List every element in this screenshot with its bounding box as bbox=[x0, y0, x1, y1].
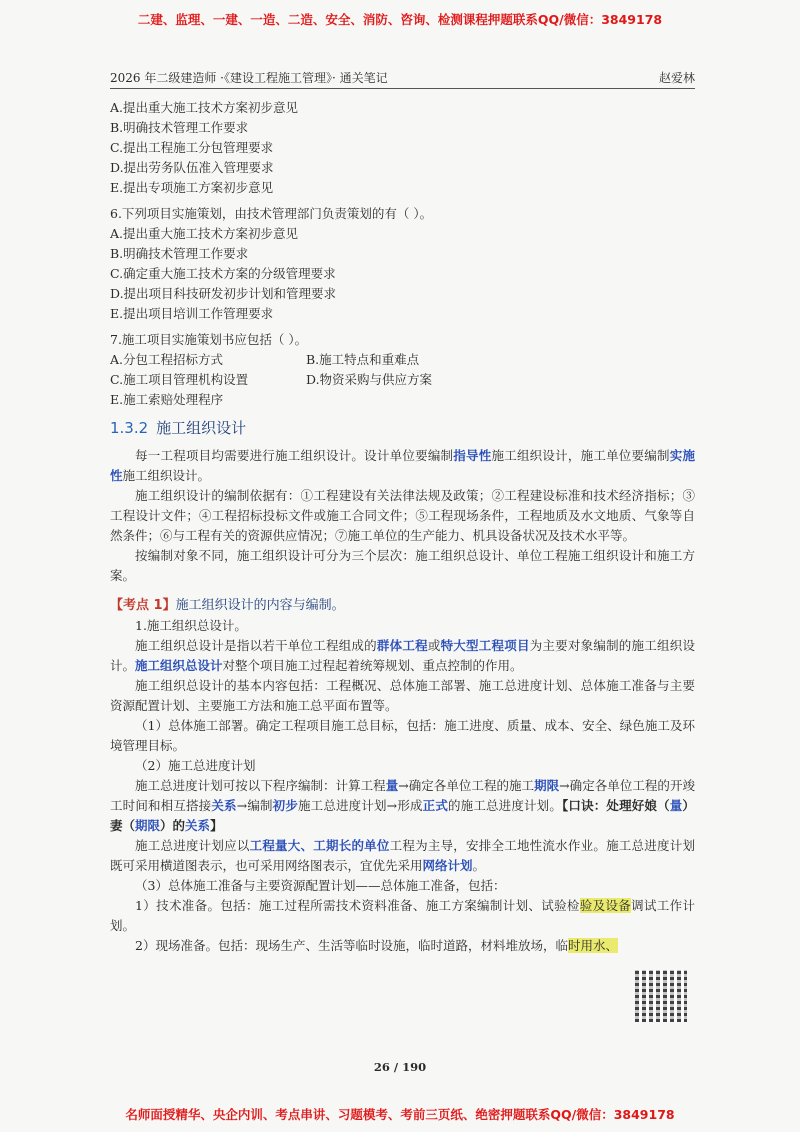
q6-option-c: C.确定重大施工技术方案的分级管理要求 bbox=[110, 266, 336, 281]
highlight-main-units: 工程量大、工期长的单位 bbox=[249, 838, 390, 853]
q6-option-a: A.提出重大施工技术方案初步意见 bbox=[110, 226, 299, 241]
highlight-group-project: 群体工程 bbox=[376, 638, 428, 653]
q6-option-b: B.明确技术管理工作要求 bbox=[110, 246, 249, 261]
highlight-network-plan: 网络计划 bbox=[422, 858, 473, 873]
paragraph-schedule-form: 施工总进度计划应以工程量大、工期长的单位工程为主导，安排全工地性流水作业。施工总进度计划既可采用横道图表示，也可采用网络图表示，宜优先采用网络计划。 bbox=[110, 838, 695, 873]
q6-stem: 6.下列项目实施策划，由技术管理部门负责策划的有（ ）。 bbox=[110, 206, 433, 221]
paragraph-contents: 施工组织总设计的基本内容包括：工程概况、总体施工部署、施工总进度计划、总体施工准备与主要资源配置计划、主要施工方法和施工总平面布置等。 bbox=[110, 678, 695, 713]
header-author: 赵爱林 bbox=[658, 71, 695, 85]
paragraph-levels: 按编制对象不同，施工组织设计可分为三个层次：施工组织总设计、单位工程施工组织设计和施工方案。 bbox=[110, 548, 695, 583]
q7-option-d: D.物资采购与供应方案 bbox=[306, 372, 433, 387]
highlight-duration: 期限 bbox=[534, 778, 560, 793]
highlight-guiding: 指导性 bbox=[453, 448, 492, 463]
highlight-large-project: 特大型工程项目 bbox=[440, 638, 530, 653]
top-banner: 二建、监理、一建、一造、二造、安全、消防、咨询、检测课程押题联系QQ/微信：3849178 bbox=[137, 12, 663, 27]
key-point-title: 施工组织设计的内容与编制。 bbox=[175, 598, 345, 613]
highlight-implementing: 实施性 bbox=[110, 448, 695, 483]
key-point-heading bbox=[110, 596, 695, 616]
q6-option-e: E.提出项目培训工作管理要求 bbox=[110, 306, 274, 321]
q7-row-1 bbox=[110, 350, 695, 370]
highlight-quantity: 量 bbox=[385, 778, 399, 793]
page-header bbox=[110, 66, 695, 89]
key-point-label: 【考点 1】 bbox=[110, 598, 176, 613]
q7-option-b: B.施工特点和重难点 bbox=[306, 352, 420, 367]
paragraph-basis: 施工组织设计的编制依据有：①工程建设有关法律法规及政策；②工程建设标准和技术经济指标；③工程设计文件；④工程招标投标文件或施工合同文件；⑤工程现场条件，工程地质及水文地质、气象等自然条件；⑥与工程有关的资源供应情况；⑦施工单位的生产能力、机具设备状况及技术水平等。 bbox=[110, 488, 695, 543]
highlight-marker-1: 验及设备 bbox=[579, 898, 632, 913]
section-title: 施工组织设计 bbox=[156, 419, 247, 437]
page-number: 26 / 190 bbox=[373, 1060, 427, 1074]
highlight-formal: 正式 bbox=[422, 798, 448, 813]
q7-row-2 bbox=[110, 370, 695, 390]
bottom-banner: 名师面授精华、央企内训、考点串讲、习题模考、考前三页纸、绝密押题联系QQ/微信：3849178 bbox=[125, 1107, 675, 1122]
mnemonic: 【口诀：处理好娘（量）妻（期限）的关系】 bbox=[110, 798, 695, 833]
paragraph-site-prep: 2）现场准备。包括：现场生产、生活等临时设施，临时道路，材料堆放场，临时用水、 bbox=[135, 938, 618, 953]
q5-option-b: B.明确技术管理工作要求 bbox=[110, 120, 249, 135]
q6-option-d: D.提出项目科技研发初步计划和管理要求 bbox=[110, 286, 337, 301]
paragraph-schedule-steps: 施工总进度计划可按以下程序编制：计算工程量→确定各单位工程的施工期限→确定各单位工程的开竣工时间和相互搭接关系→编制初步施工总进度计划→形成正式的施工总进度计划。【口诀：处理好娘（量）妻（期限）的关系】 bbox=[110, 778, 695, 833]
q7-option-a: A.分包工程招标方式 bbox=[110, 352, 224, 367]
q7-option-c: C.施工项目管理机构设置 bbox=[110, 372, 249, 387]
paragraph-general-design: 施工组织总设计是指以若干单位工程组成的群体工程或特大型工程项目为主要对象编制的施工组织设计。施工组织总设计对整个项目施工过程起着统筹规划、重点控制的作用。 bbox=[110, 638, 695, 673]
q7-option-e: E.施工索赔处理程序 bbox=[110, 392, 224, 407]
section-number: 1.3.2 bbox=[110, 419, 149, 437]
q5-option-e: E.提出专项施工方案初步意见 bbox=[110, 180, 274, 195]
highlight-relation: 关系 bbox=[211, 798, 237, 813]
paragraph-deployment: （1）总体施工部署。确定工程项目施工总目标，包括：施工进度、质量、成本、安全、绿色施工及环境管理目标。 bbox=[110, 718, 695, 753]
q5-option-a: A.提出重大施工技术方案初步意见 bbox=[110, 100, 299, 115]
subheading-preparation: （3）总体施工准备与主要资源配置计划——总体施工准备，包括： bbox=[135, 878, 506, 893]
q7-stem: 7.施工项目实施策划书应包括（ ）。 bbox=[110, 332, 308, 347]
q5-option-c: C.提出工程施工分包管理要求 bbox=[110, 140, 274, 155]
subheading-schedule: （2）施工总进度计划 bbox=[135, 758, 256, 773]
paragraph-tech-prep: 1）技术准备。包括：施工过程所需技术资料准备、施工方案编制计划、试验检验及设备调试工作计划。 bbox=[110, 898, 695, 933]
paragraph-intro: 每一工程项目均需要进行施工组织设计。设计单位要编制指导性施工组织设计，施工单位要编制实施性施工组织设计。 bbox=[110, 448, 695, 483]
highlight-general-design: 施工组织总设计 bbox=[135, 658, 223, 673]
subheading-general-design: 1.施工组织总设计。 bbox=[135, 618, 247, 633]
highlight-marker-2: 时用水、 bbox=[567, 938, 618, 953]
section-heading bbox=[110, 418, 695, 438]
q5-option-d: D.提出劳务队伍准入管理要求 bbox=[110, 160, 274, 175]
header-title: 2026 年二级建造师 ·《建设工程施工管理》· 通关笔记 bbox=[110, 71, 388, 85]
page-content bbox=[110, 98, 695, 956]
qr-code-icon bbox=[635, 970, 687, 1022]
highlight-preliminary: 初步 bbox=[272, 798, 299, 813]
